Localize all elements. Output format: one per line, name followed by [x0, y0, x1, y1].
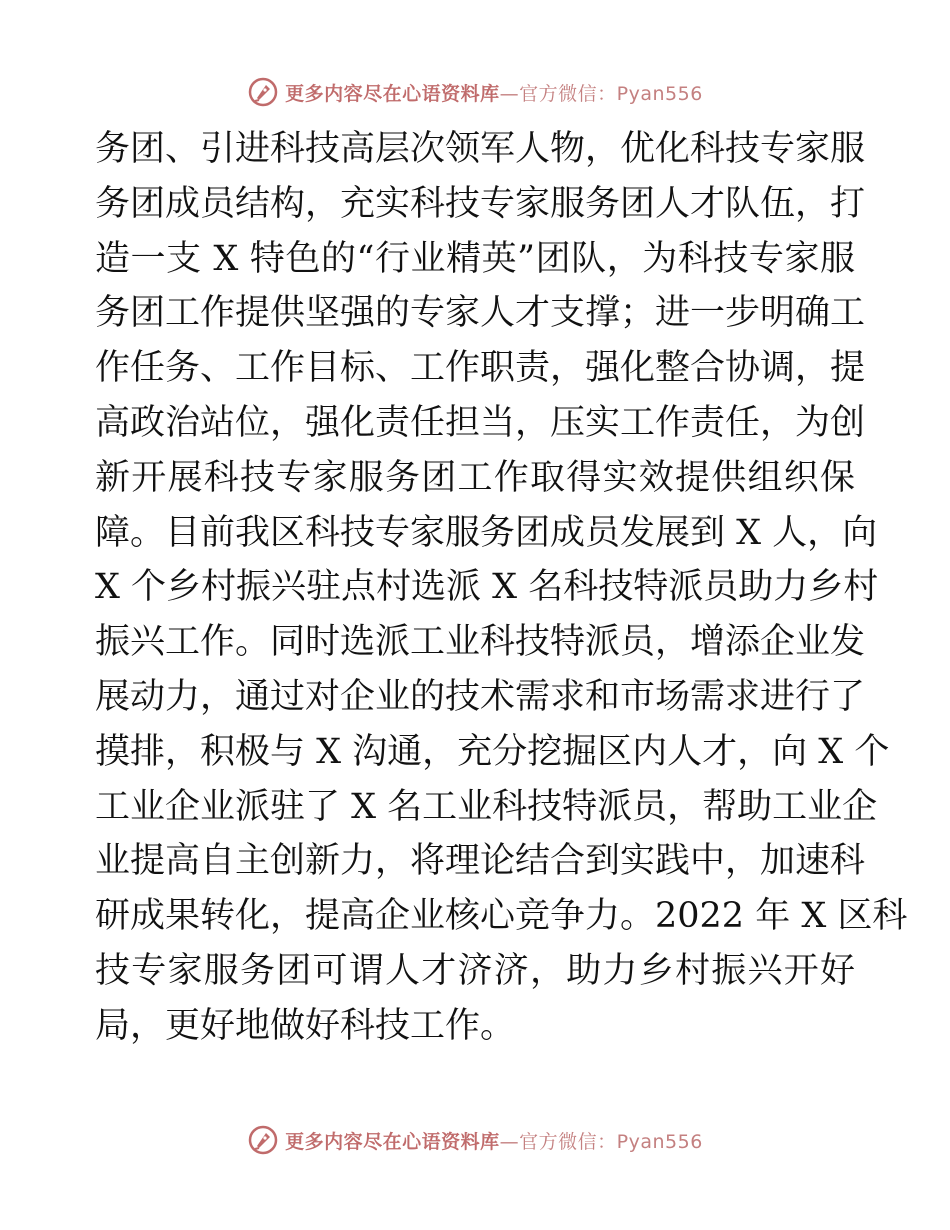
body-line: 技专家服务团可谓人才济济，助力乡村振兴开好	[95, 950, 855, 991]
document-body	[95, 122, 908, 1054]
footer-banner	[0, 1120, 950, 1160]
body-line: 工业企业派驻了 X 名工业科技特派员，帮助工业企	[95, 786, 878, 827]
banner-lead-text: 更多内容尽在心语资料库	[285, 1130, 500, 1153]
banner-text	[285, 1127, 703, 1154]
body-line: 研成果转化，提高企业核心竞争力。2022 年 X 区科	[95, 896, 908, 937]
banner-text	[285, 79, 703, 106]
body-line: 业提高自主创新力，将理论结合到实践中，加速科	[95, 841, 866, 882]
body-line: 新开展科技专家服务团工作取得实效提供组织保	[95, 457, 855, 498]
body-line: 务团工作提供坚强的专家人才支撑；进一步明确工	[95, 293, 866, 334]
body-line: 障。目前我区科技专家服务团成员发展到 X 人，向	[95, 512, 878, 553]
body-line: 务团、引进科技高层次领军人物，优化科技专家服	[95, 129, 866, 169]
body-line: 振兴工作。同时选派工业科技特派员，增添企业发	[95, 622, 866, 663]
banner-wechat-text: —官方微信：Pyan556	[499, 1130, 703, 1153]
header-banner	[0, 72, 950, 112]
body-line: 作任务、工作目标、工作职责，强化整合协调，提	[95, 348, 866, 389]
body-line: X 个乡村振兴驻点村选派 X 名科技特派员助力乡村	[95, 567, 879, 608]
body-line: 高政治站位，强化责任担当，压实工作责任，为创	[95, 402, 866, 443]
body-line: 展动力，通过对企业的技术需求和市场需求进行了	[95, 676, 866, 717]
body-line: 务团成员结构，充实科技专家服务团人才队伍，打	[95, 183, 866, 224]
body-line: 局，更好地做好科技工作。	[95, 1005, 516, 1046]
banner-wechat-text: —官方微信：Pyan556	[499, 82, 703, 105]
body-line: 摸排，积极与 X 沟通，充分挖掘区内人才，向 X 个	[95, 731, 890, 772]
banner-lead-text: 更多内容尽在心语资料库	[285, 82, 500, 105]
body-line: 造一支 X 特色的“行业精英”团队，为科技专家服	[95, 238, 855, 279]
pen-nib-logo-icon	[247, 1124, 279, 1156]
pen-nib-logo-icon	[247, 76, 279, 108]
